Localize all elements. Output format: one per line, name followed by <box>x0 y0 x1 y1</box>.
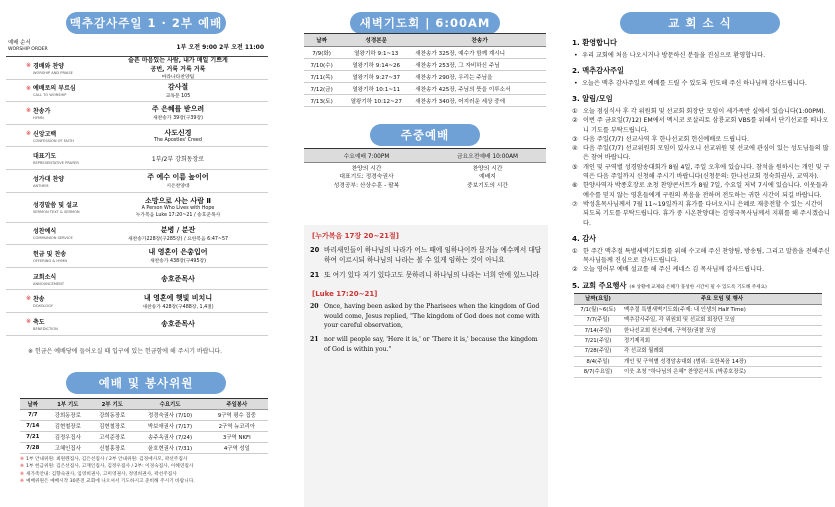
bible-column <box>280 0 548 507</box>
news-item-text: 다음 주일(7/7) 선교사역 후 한나선교회 헌신예배로 드립니다. <box>583 135 750 143</box>
verse <box>310 270 542 280</box>
event-row <box>574 305 822 315</box>
news-item <box>572 265 830 274</box>
news-item-number: ⑤ <box>572 163 578 171</box>
service-header-cell: 1부 기도 <box>46 399 90 410</box>
event-name: 한나선교회 헌신예배, 구역장/권찰 모임 <box>622 326 822 336</box>
dawn-prayer-title: 새벽기도회 | 6:00AM <box>350 12 500 34</box>
service-cell: 송주옥권사 (7/24) <box>134 432 205 443</box>
news-item <box>572 135 830 144</box>
worship-item-ko: 경배와 찬양 <box>33 62 65 70</box>
news-column <box>560 0 830 507</box>
welcome-heading: 1. 환영합니다 <box>572 38 617 47</box>
event-row <box>574 326 822 336</box>
footnote-line <box>20 463 270 470</box>
worship-item-name <box>6 125 88 147</box>
event-date: 7/1(월)~6(토) <box>574 305 622 315</box>
service-times: 1부 오전 9:00 2부 오전 11:00 <box>176 44 264 51</box>
events-table <box>574 293 822 377</box>
worship-item-name <box>6 290 88 312</box>
worship-item-sub: 새찬송가 428장(구488장, 1,4절) <box>142 304 214 310</box>
news-body <box>572 38 830 378</box>
worship-order-row <box>6 193 268 223</box>
worship-item-ko: 신앙고백 <box>33 130 57 138</box>
service-cell: 7/28 <box>20 443 46 454</box>
service-header-cell: 날짜 <box>20 399 46 410</box>
verse-text: 또 여기 있다 저기 있다고도 못하리니 하나님의 나라는 너희 안에 있느니라 <box>324 270 540 279</box>
worship-item-main: 감사절 <box>167 82 189 91</box>
service-row <box>20 421 268 432</box>
event-name: 이웃 초청 "하나님의 은혜" 찬양콘서트 (박종호장로) <box>622 367 822 377</box>
news-item-number: ② <box>572 117 578 125</box>
worship-item-ko: 성경말씀 및 설교 <box>33 202 78 210</box>
worship-item-ko: 찬송가 <box>33 107 51 115</box>
worship-item-name <box>6 223 88 245</box>
event-name: 정기제직회 <box>622 336 822 346</box>
event-name: 개인 및 구역별 성경암송대회 (범위: 요한복음 14장) <box>622 356 822 366</box>
dawn-header-cell: 날짜 <box>304 34 339 47</box>
worship-item-content <box>88 268 268 290</box>
worship-item-en: CONFESSION OF FAITH <box>33 138 74 143</box>
scripture-ref-en: [Luke 17:20~21] <box>312 290 378 299</box>
worship-item-main: 소망으로 사는 사람 Ⅱ <box>144 197 212 206</box>
footnote-line <box>20 456 270 463</box>
verse <box>310 245 542 266</box>
verse-text: Once, having been asked by the Pharisees when the kingdom of God would come, Jesus replied, "The kingdom of God does not come with your careful observation, <box>324 303 540 330</box>
worship-item-sub: A Person Who Lives with Hope 누가복음 Luke 17:20~21 / 송호준목사 <box>135 206 221 219</box>
news-item-text: 개인 및 구역별 성경암송대회가 8월 4일, 주일 오후에 있습니다. 참석을 원하시는 개인 및 구역은 다음 주일까지 신청해 주시기 바랍니다(신청문의: 한나선교회 정숙희권사, 교역자). <box>583 163 830 181</box>
worship-label-ko: 예배 순서 <box>8 40 31 46</box>
dawn-cell: 7/9(화) <box>304 47 339 59</box>
worship-order-row <box>6 223 268 246</box>
service-cell: 3구역 NKFI <box>206 432 268 443</box>
thanksgiving-heading: 2. 맥추감사주일 <box>572 66 624 76</box>
worship-order-row <box>6 290 268 313</box>
gratitude-list <box>572 247 830 275</box>
dawn-cell: 열왕기하 9:27~37 <box>339 71 413 83</box>
worship-order-row <box>6 147 268 170</box>
worship-item-sub: The Apostles' Creed <box>154 138 202 144</box>
news-item-text: 한 주간 맥추절 특별새벽기도회를 위해 수고해 주신 찬양팀, 방송팀, 그리고 말씀을 전해주신 목사님들께 진심으로 감사드립니다. <box>583 247 830 264</box>
worship-item-ko: 헌금 및 찬송 <box>33 250 67 258</box>
worship-order-row <box>6 125 268 148</box>
service-cell: 7/21 <box>20 432 46 443</box>
welcome-text: • 우리 교회에 처음 나오시거나 방문하신 분들을 진심으로 환영합니다. <box>572 51 830 60</box>
worship-item-sub: 마라나타찬양팀 <box>161 75 195 81</box>
news-item-number: ③ <box>572 135 578 143</box>
event-name: 맥추절 특별새벽기도회(주제: 내 인생의 Half Time) <box>622 305 822 315</box>
worship-item-ko: 성찬예식 <box>33 228 57 236</box>
worship-order-row <box>6 57 268 80</box>
dawn-cell: 새찬송가 425장, 주님의 뜻을 이루소서 <box>413 83 546 95</box>
service-footnotes <box>20 456 270 485</box>
footnote-line <box>20 478 270 485</box>
star-icon: ※ <box>26 84 32 92</box>
worship-item-ko: 축도 <box>33 318 45 326</box>
service-cell: 윤호현권사 (7/31) <box>134 443 205 454</box>
verse-number: 21 <box>310 270 320 279</box>
worship-item-main: 내 영혼이 은총입어 <box>148 248 208 257</box>
dawn-prayer-table <box>304 33 546 107</box>
service-header-cell: 수요기도 <box>134 399 205 410</box>
events-name-header: 주요 모임 및 행사 <box>622 294 822 305</box>
worship-item-content <box>88 170 268 192</box>
event-date: 7/7(주일) <box>574 315 622 325</box>
worship-item-name <box>6 193 88 222</box>
worship-item-en: HYMN <box>33 115 44 120</box>
service-cell: 김현철장로 <box>90 421 134 432</box>
service-cell: 신철홍장로 <box>90 443 134 454</box>
events-date-header: 날짜(요일) <box>574 294 622 305</box>
event-date: 8/7(수요일) <box>574 367 622 377</box>
dawn-row <box>304 71 546 83</box>
dawn-cell: 7/10(수) <box>304 59 339 71</box>
service-row <box>20 443 268 454</box>
worship-item-name <box>6 245 88 267</box>
worship-column <box>6 0 268 507</box>
worship-item-main: 송호준목사 <box>161 319 195 328</box>
news-item <box>572 247 830 266</box>
worship-item-content <box>88 193 268 222</box>
dawn-cell: 열왕기하 10:1~11 <box>339 83 413 95</box>
announcements-list <box>572 107 830 228</box>
events-heading <box>572 281 830 292</box>
scripture-ref-ko: [누가복음 17장 20~21절] <box>312 232 399 240</box>
news-item <box>572 200 830 228</box>
service-cell: 7/14 <box>20 421 46 432</box>
star-icon: ※ <box>20 464 24 470</box>
worship-title: 맥추감사주일 1 · 2부 예배 <box>66 12 226 34</box>
worship-item-main: 내 영혼에 햇빛 비치니 <box>143 293 213 302</box>
star-icon: ※ <box>26 107 32 115</box>
worship-item-name <box>6 147 88 169</box>
worship-item-name <box>6 170 88 192</box>
star-icon: ※ <box>26 295 32 303</box>
footnote-text: 1부 안내위원: 최원렌집사, 김은선집사 / 2부 안내위원: 김경애사모, 곽선주집사 <box>25 457 188 462</box>
wednesday-program: 찬양의 시간 대표기도: 정경숙권사 성경공부: 산상수훈 - 팔복 <box>333 166 400 189</box>
worship-item-content <box>88 80 268 102</box>
worship-item-en: COMMUNION SERVICE <box>33 236 73 241</box>
event-row <box>574 356 822 366</box>
dawn-header-cell: 찬송가 <box>413 34 546 47</box>
verse-text: 바리새인들이 하나님의 나라가 어느 때에 임하나이까 묻거늘 예수께서 대답하여 이르시되 하나님의 나라는 볼 수 있게 임하는 것이 아니요 <box>324 246 542 265</box>
worship-item-content <box>88 313 268 335</box>
worship-order-row <box>6 245 268 268</box>
news-item-number: ⑦ <box>572 200 578 208</box>
worship-item-en: WORSHIP AND PRAISE <box>33 70 73 75</box>
dawn-cell: 7/12(금) <box>304 83 339 95</box>
service-row <box>20 410 268 421</box>
worship-item-content <box>88 245 268 267</box>
dawn-header-cell: 성경본문 <box>339 34 413 47</box>
star-icon: ※ <box>26 62 32 69</box>
dawn-row <box>304 83 546 95</box>
footnote-text: 새가족안내: 김향숙권사, 임영희권사, 고미영권사, 정영희권사, 곽선주집사 <box>25 471 177 477</box>
event-row <box>574 346 822 356</box>
news-item <box>572 144 830 163</box>
event-date: 7/14(주일) <box>574 326 622 336</box>
thanksgiving-text: • 오늘은 맥추 감사주일로 예배를 드릴 수 있도록 인도해 주신 하나님께 감사드립니다. <box>572 79 830 88</box>
worship-item-content <box>88 290 268 312</box>
service-cell: 4구역 성일 <box>206 443 268 454</box>
dawn-row <box>304 95 546 107</box>
service-cell: 7/7 <box>20 410 46 421</box>
footnote-line <box>20 471 270 478</box>
friday-program: 찬양의 시간 예배지 중보기도의 시간 <box>466 166 509 189</box>
event-name: 맥추감사주일, 각 위원회 및 선교회 회장단 모임 <box>622 315 822 325</box>
news-title: 교 회 소 식 <box>620 12 780 34</box>
worship-item-sub: 시온찬양대 <box>166 184 190 190</box>
verse-number: 21 <box>310 335 319 343</box>
footnote-text: 1부 헌금위원: 김은선집사, 고재인집사, 김정우집사 / 2부: 이경숙집사, 이혜연집사 <box>25 464 194 470</box>
star-icon: ※ <box>26 129 32 137</box>
news-item-number: ④ <box>572 145 578 153</box>
worship-order-row <box>6 268 268 291</box>
service-cell: 고혜인집사 <box>46 443 90 454</box>
service-cell: 강희동장로 <box>46 410 90 421</box>
event-row <box>574 315 822 325</box>
gratitude-heading: 4. 감사 <box>572 233 597 243</box>
worship-item-en: DOXOLOGY <box>33 304 53 309</box>
worship-item-name <box>6 268 88 290</box>
service-header-cell: 2부 기도 <box>90 399 134 410</box>
news-item <box>572 116 830 135</box>
worship-order-list <box>6 56 268 336</box>
worship-item-name <box>6 313 88 335</box>
service-cell: 김정우집사 <box>46 432 90 443</box>
news-item-text: 박성훈목사님께서 7월 11~19일까지 휴가를 다녀오시니 은혜로 재충전할 수 있는 시간이 되도록 기도를 부탁드립니다. 휴가 중 시온찬양대는 김영국목사님께서 지휘를 해 주시겠습니다. <box>583 200 830 227</box>
news-item <box>572 163 830 182</box>
star-icon: ※ <box>20 457 24 462</box>
worship-item-name <box>6 80 88 102</box>
dawn-cell: 새찬송가 340장, 어지러운 세상 중에 <box>413 95 546 107</box>
worship-order-row <box>6 80 268 103</box>
dawn-cell: 새찬송가 253장, 그 자비하신 주님 <box>413 59 546 71</box>
service-table-header <box>20 399 268 410</box>
worship-item-en: BENEDICTION <box>33 326 58 331</box>
worship-item-ko: 예배로의 부르심 <box>33 85 76 93</box>
dawn-cell: 새찬송가 290장, 우리는 주님을 <box>413 71 546 83</box>
worship-item-en: ANTHEM <box>33 183 49 188</box>
news-item-text: 오늘 영어부 예배 설교를 해 주신 케네스 김 목사님께 감사드립니다. <box>583 266 765 274</box>
worship-item-content <box>88 147 268 169</box>
service-title: 예배 및 봉사위원 <box>66 372 226 394</box>
worship-item-sub: 새찬송가228장(구285장) / 요한복음 6:47~57 <box>127 236 229 242</box>
service-row <box>20 432 268 443</box>
dawn-cell: 7/11(목) <box>304 71 339 83</box>
worship-item-main: 사도신경 <box>164 129 192 138</box>
verse <box>310 302 542 331</box>
dawn-cell: 새찬송가 325장, 예수가 함께 계시니 <box>413 47 546 59</box>
worship-item-main: 1부/2부 강희동장로 <box>151 155 205 163</box>
dawn-row <box>304 59 546 71</box>
service-cell: 고석준장로 <box>90 432 134 443</box>
service-cell: 9구역 평수 집중 <box>206 410 268 421</box>
service-cell: 김현철장로 <box>46 421 90 432</box>
service-cell: 정경숙권사 (7/10) <box>134 410 205 421</box>
footnote-text: 예배위원은 예배시작 30분전 교회에 나오셔서 기도하시고 준비해 주시기 바랍니다. <box>25 478 195 484</box>
worship-item-ko: 찬송 <box>33 296 45 304</box>
service-cell: 강희동장로 <box>90 410 134 421</box>
worship-order-row <box>6 313 268 336</box>
dawn-row <box>304 47 546 59</box>
worship-order-row <box>6 102 268 125</box>
worship-item-sub: 교독문 105 <box>165 93 191 99</box>
scripture-box <box>304 225 548 507</box>
dawn-cell: 7/13(토) <box>304 95 339 107</box>
star-icon: ※ <box>26 317 32 325</box>
news-item-text: 이번 주 금요일(7/12) EM에서 멕시코 로살리토 삼룡교회 VBS를 위해서 단기선교를 떠나오니 기도를 부탁드립니다. <box>583 117 829 134</box>
verse <box>310 335 542 354</box>
worship-item-en: CALL TO WORSHIP <box>33 93 67 98</box>
worship-item-name <box>6 102 88 124</box>
event-row <box>574 367 822 377</box>
worship-item-main: 주 은혜를 받으려 <box>151 105 205 114</box>
star-icon: ※ <box>20 471 24 477</box>
worship-item-ko: 대표기도 <box>33 153 57 161</box>
event-row <box>574 336 822 346</box>
friday-header: 금요오전예배 10:00AM <box>429 149 546 163</box>
service-table <box>20 398 268 454</box>
worship-item-sub: 새찬송가 39장(구39장) <box>153 116 203 122</box>
worship-item-name <box>6 57 88 79</box>
worship-item-content <box>88 102 268 124</box>
worship-item-main: 슬픈 마음있는 사람, 내가 매일 기쁘게 공번, 거룩 거룩 거룩 <box>128 57 228 74</box>
verse-number: 20 <box>310 303 319 311</box>
worship-item-main: 분병 / 분잔 <box>160 225 196 234</box>
news-item <box>572 107 830 116</box>
wednesday-header: 수요예배 7:00PM <box>304 149 429 163</box>
dawn-cell: 열왕기하 10:12~27 <box>339 95 413 107</box>
news-item-text: 오늘 점심식사 후 각 위원회 및 선교회 회장단 모임이 세가족반 실에서 있습니다(1:00PM). <box>583 107 826 115</box>
announcements-heading: 3. 알림/모임 <box>572 94 613 104</box>
dawn-cell: 열왕기하 9:14~26 <box>339 59 413 71</box>
worship-item-main: 송호준목사 <box>161 274 195 283</box>
news-item-text: 한양사역자 박종호장로 초청 찬양콘서트가 8월 7일, 수요일 저녁 7시에 있습니다. 이웃들과 예수를 믿지 않는 영혼들에게 구원의 복음을 전하며 전도하는 귀한 시간이 되길 바랍니다. <box>583 182 828 199</box>
verse-number: 20 <box>310 246 320 254</box>
worship-item-en: SERMON TEXT & SERMON <box>33 210 80 215</box>
worship-label-en: WORSHIP ORDER <box>8 47 48 53</box>
news-item <box>572 181 830 200</box>
midweek-table <box>304 148 546 192</box>
event-name: 각 선교회 월례회 <box>622 346 822 356</box>
events-note: (※ 상황에 교제와 은혜가 풍성한 시간이 될 수 있도록 기도해 주세요) <box>629 284 767 290</box>
news-item-number: ② <box>572 266 578 274</box>
worship-item-en: ANNOUNCEMENT <box>33 281 65 286</box>
news-item-text: 다음 주일(7/7) 선교위원회 모임이 있사오니 선교위원 및 선교에 관심이 있는 성도님들의 많은 참여 바랍니다. <box>583 145 829 162</box>
worship-item-en: OFFERING & HYMN <box>33 258 68 263</box>
worship-item-sub: 새찬송가 438장(구495장) <box>149 259 207 265</box>
service-cell: 2구역 뉴코리아 <box>206 421 268 432</box>
event-date: 8/4(주일) <box>574 356 622 366</box>
event-date: 7/28(주일) <box>574 346 622 356</box>
news-item-number: ⑥ <box>572 182 578 190</box>
offering-note: ※ 헌금은 예배당에 들어오실 때 입구에 있는 헌금함에 해 주시기 바랍니다. <box>28 348 223 355</box>
worship-item-ko: 성가대 찬양 <box>33 175 65 183</box>
worship-item-content <box>88 57 268 79</box>
worship-order-row <box>6 170 268 193</box>
dawn-cell: 열왕기하 9:1~13 <box>339 47 413 59</box>
service-header-cell: 주일봉사 <box>206 399 268 410</box>
star-icon: ※ <box>20 478 24 484</box>
event-date: 7/21(주일) <box>574 336 622 346</box>
worship-item-en: REPRESENTATIVE PRAYER <box>33 161 79 166</box>
worship-item-content <box>88 223 268 245</box>
service-cell: 박보애권사 (7/17) <box>134 421 205 432</box>
worship-item-content <box>88 125 268 147</box>
news-item-number: ① <box>572 247 578 255</box>
midweek-title: 주중예배 <box>370 124 480 146</box>
news-item-number: ① <box>572 107 578 115</box>
verse-text: nor will people say, 'Here it is,' or 'There it is,' because the kingdom of God is within you." <box>324 335 538 353</box>
worship-item-ko: 교회소식 <box>33 273 57 281</box>
worship-item-main: 주 예수 이름 높이어 <box>147 173 209 182</box>
events-heading-title: 5. 교회 주요행사 <box>572 280 627 290</box>
